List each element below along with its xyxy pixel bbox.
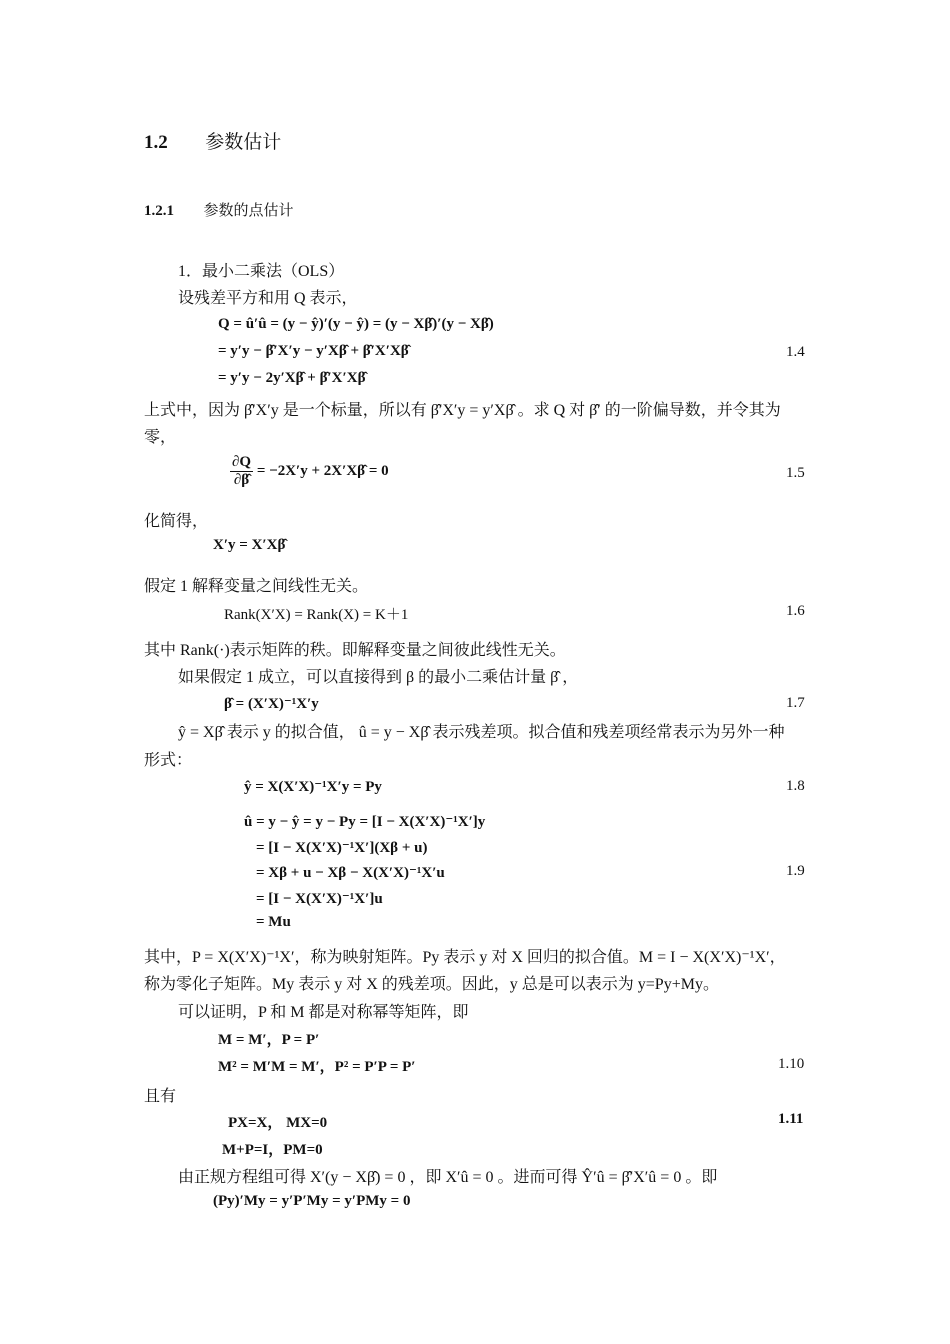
eq-number-1-4: 1.4 — [786, 344, 805, 360]
eq-1-4-line2: = y′y − β̂′X′y − y′Xβ̂ + β̂′X′Xβ̂ — [218, 343, 409, 359]
proj-para-line1: 其中，P = X(X′X)⁻¹X′，称为映射矩阵。Py 表示 y 对 X 回归的拟合值。M = I − X(X′X)⁻¹X′， — [144, 949, 786, 966]
eq-1-9-line1: û = y − ŷ = y − Py = [I − X(X′X)⁻¹X′]y — [244, 814, 486, 830]
intro-line: 设残差平方和用 Q 表示， — [178, 290, 358, 307]
eq-1-6: Rank(X′X) = Rank(X) = K＋1 — [224, 607, 409, 623]
subsection-heading — [144, 199, 294, 220]
normal-eq-line: 由正规方程组可得 X′(y − Xβ̂) = 0 ，即 X′û = 0 。进而可得 Ŷ′û = β̂′X′û = 0 。即 — [178, 1169, 718, 1186]
fitted-para-line1: ŷ = Xβ̂ 表示 y 的拟合值， û = y − Xβ̂ 表示残差项。拟合值和残差项经常表示为另外一种 — [178, 724, 785, 741]
eq-1-9-line2: = [I − X(X′X)⁻¹X′](Xβ + u) — [256, 840, 428, 856]
list-item-ols: 1．最小二乘法（OLS） — [178, 263, 345, 280]
and-label: 且有 — [144, 1088, 177, 1105]
eq-number-1-10: 1.10 — [778, 1056, 805, 1072]
eq-1-4-line1: Q = û′û = (y − ŷ)′(y − ŷ) = (y − Xβ̂)′(y − Xβ̂) — [218, 316, 494, 332]
assumption-1: 假定 1 解释变量之间线性无关。 — [144, 578, 369, 595]
eq-1-9-line4: = [I − X(X′X)⁻¹X′]u — [256, 891, 383, 907]
eq-1-5-numerator: ∂Q — [232, 454, 252, 470]
para-scalar-line2: 零， — [144, 429, 177, 446]
eq-number-1-8: 1.8 — [786, 778, 805, 794]
section-number: 1.2 — [144, 132, 168, 153]
proj-para-line2: 称为零化子矩阵。My 表示 y 对 X 的残差项。因此，y 总是可以表示为 y=Py+My。 — [144, 976, 719, 993]
eq-number-1-11: 1.11 — [778, 1111, 804, 1127]
subsection-number: 1.2.1 — [144, 203, 174, 219]
rank-note: 其中 Rank(·)表示矩阵的秩。即解释变量之间彼此线性无关。 — [144, 642, 566, 659]
eq-1-5-fraction — [230, 454, 253, 489]
simplify-label: 化简得， — [144, 513, 209, 530]
eq-1-10-line2: M² = M′M = M′，P² = P′P = P′ — [218, 1059, 416, 1075]
eq-1-9-line3: = Xβ + u − Xβ − X(X′X)⁻¹X′u — [256, 865, 445, 881]
eq-1-7: β̂ = (X′X)⁻¹X′y — [224, 696, 319, 712]
last-eq: (Py)′My = y′P′My = y′PMy = 0 — [213, 1193, 411, 1209]
eq-normal: X′y = X′Xβ̂ — [213, 537, 286, 553]
prove-line: 可以证明，P 和 M 都是对称幂等矩阵，即 — [178, 1004, 469, 1021]
eq-1-9-line5: = Mu — [256, 914, 291, 930]
fitted-para-line2: 形式： — [144, 752, 193, 769]
eq-1-8: ŷ = X(X′X)⁻¹X′y = Py — [244, 779, 382, 795]
section-heading — [144, 127, 281, 154]
eq-1-5-denominator: ∂β̂ — [233, 472, 250, 488]
eq-1-5-rhs: = −2X′y + 2X′Xβ̂ = 0 — [256, 462, 389, 479]
eq-number-1-6: 1.6 — [786, 603, 805, 619]
subsection-title: 参数的点估计 — [203, 203, 294, 219]
eq-1-10-line1: M = M′，P = P′ — [218, 1032, 320, 1048]
para-scalar-line1: 上式中，因为 β̂′X′y 是一个标量，所以有 β̂′X′y = y′Xβ̂ 。求 Q 对 β̂′ 的一阶偏导数，并令其为 — [144, 402, 781, 419]
eq-number-1-7: 1.7 — [786, 695, 805, 711]
if-line: 如果假定 1 成立，可以直接得到 β 的最小二乘估计量 β̂ ， — [178, 669, 579, 686]
eq-1-11-line1: PX=X， MX=0 — [228, 1115, 328, 1131]
section-title: 参数估计 — [205, 132, 282, 153]
eq-1-5 — [230, 454, 389, 489]
eq-number-1-5: 1.5 — [786, 465, 805, 481]
eq-1-4-line3: = y′y − 2y′Xβ̂ + β̂′X′Xβ̂ — [218, 370, 366, 386]
eq-1-11-line2: M+P=I，PM=0 — [222, 1142, 323, 1158]
eq-number-1-9: 1.9 — [786, 863, 805, 879]
